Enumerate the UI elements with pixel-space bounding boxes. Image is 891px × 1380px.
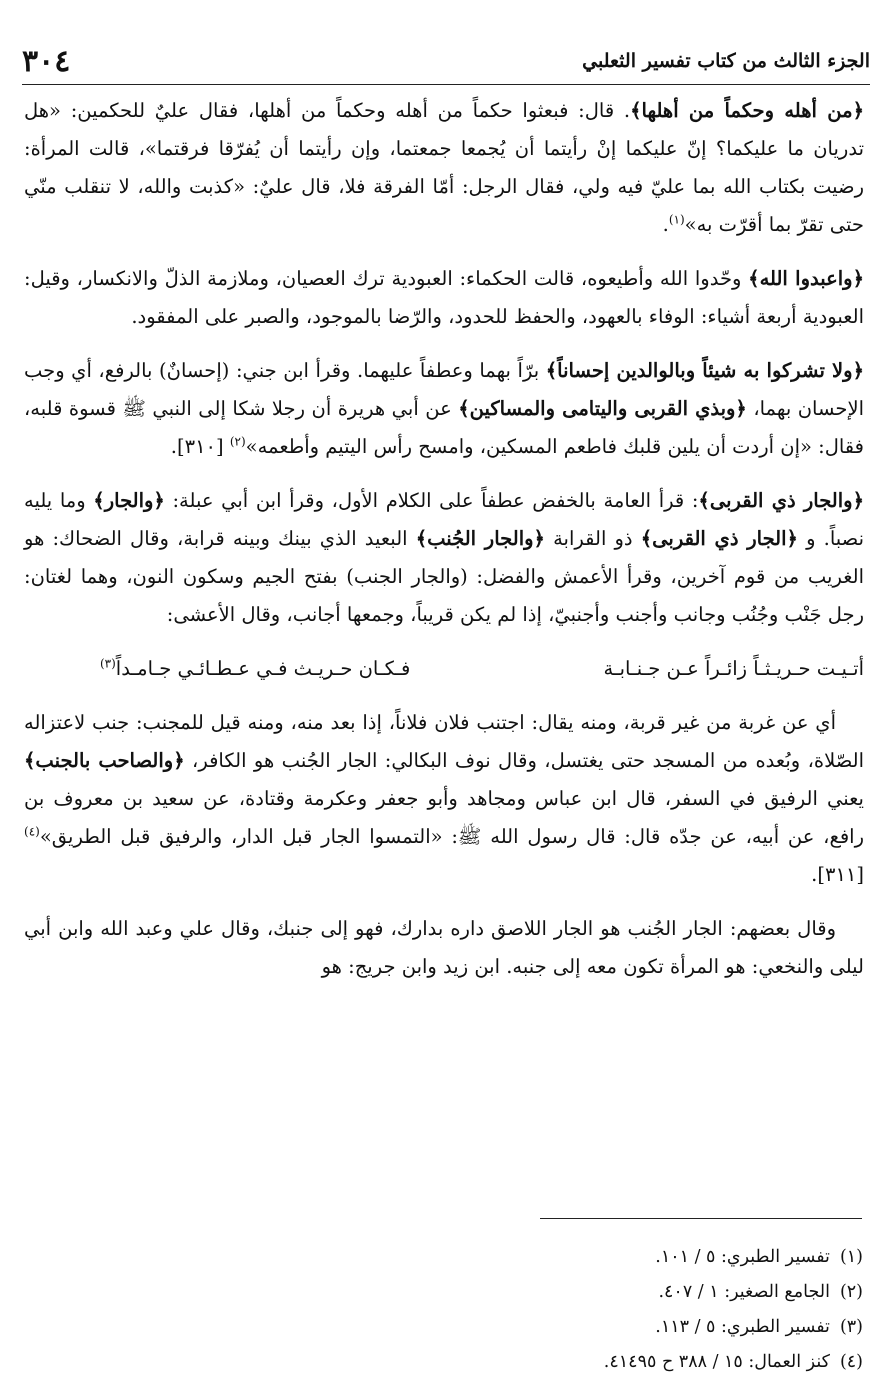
footnote-item — [363, 1310, 863, 1345]
footnote-ref: (١) — [668, 212, 685, 227]
footnote-number: (١) — [839, 1247, 863, 1267]
paragraph-text: : قرأ العامة بالخفض عطفاً على الكلام الأول، وقرأ ابن أبي عبلة: — [164, 489, 699, 512]
footnote-ref: (٤) — [24, 824, 40, 839]
paragraph-text: . — [662, 213, 669, 236]
quran-quote: ﴿وبذي القربى واليتامى والمساكين﴾ — [458, 397, 747, 420]
paragraph-text: [٣١٠]. — [170, 435, 230, 458]
footnote-item — [363, 1345, 863, 1380]
page-header — [22, 38, 870, 84]
verse-first-hemistich: أتـيـت حـريـثـاً زائـراً عـن جـنـابـة — [603, 657, 864, 680]
paragraph — [24, 704, 864, 894]
paragraph-text: البعيد الذي بينك وبينه قرابة، وقال الضحاك: هو الغريب من قوم آخرين، وقرأ الأعمش والفضل: (والجار الجنب) بفتح الجيم وسكون النون، وهما لغتان: رجل جَنْب وجُنُب وجانب وأجنب وأجنبيّ، إذا لم يكن قريباً، وجمعها أجانب، وقال الأعشى: — [24, 527, 864, 626]
footnotes — [363, 1240, 863, 1380]
footnote-text: كنز العمال: ١٥ / ٣٨٨ ح ٤١٤٩٥. — [603, 1352, 830, 1372]
verse-second-hemistich — [24, 650, 410, 688]
paragraph — [24, 910, 864, 986]
footnote-item — [363, 1240, 863, 1275]
paragraph-text: ذو القرابة — [544, 527, 641, 550]
running-title: الجزء الثالث من كتاب تفسير الثعلبي — [582, 50, 870, 72]
footnote-divider — [540, 1218, 862, 1219]
paragraph — [24, 352, 864, 466]
footnote-text: تفسير الطبري: ٥ / ١٠١. — [655, 1247, 830, 1267]
paragraph-text: وقال بعضهم: الجار الجُنب هو الجار اللاصق داره بدارك، فهو إلى جنبك، وقال علي وعبد الله وابن أبي ليلى والنخعي: هو المرأة تكون معه إلى جنبه. ابن زيد وابن جريج: هو — [24, 917, 864, 978]
header-divider — [22, 84, 870, 85]
footnote-text: تفسير الطبري: ٥ / ١١٣. — [655, 1317, 830, 1337]
paragraph-text: عن أبي هريرة أن رجلا شكا إلى النبي ﷺ قسوة قلبه، فقال: «إن أردت أن يلين قلبك فاطعم المسكين، وامسح رأس اليتيم وأطعمه» — [24, 397, 864, 458]
quran-quote: ﴿واعبدوا الله﴾ — [748, 267, 864, 290]
paragraph-text: [٣١١]. — [811, 863, 864, 886]
page-number: ٣٠٤ — [22, 43, 71, 79]
quran-quote: ﴿ولا تشركوا به شيئاً وبالوالدين إحساناً﴾ — [545, 359, 864, 382]
paragraph — [24, 260, 864, 336]
paragraph-group-lower — [24, 704, 864, 986]
quran-quote: ﴿والجار ذي القربى﴾ — [698, 489, 864, 512]
paragraph-text: يعني الرفيق في السفر، قال ابن عباس ومجاهد وأبو جعفر وعكرمة وقتادة، عن سعيد بن معروف بن رافع، عن أبيه، عن جدّه قال: قال رسول الله ﷺ: «التمسوا الجار قبل الدار، والرفيق قبل الطريق» — [24, 787, 864, 848]
page-body — [24, 92, 864, 1002]
verse-second-text: فـكـان حـريـث فـي عـطـائـي جـامـداً — [115, 657, 411, 680]
footnote-number: (٢) — [839, 1282, 863, 1302]
paragraph-group-upper — [24, 92, 864, 634]
footnote-number: (٤) — [839, 1352, 863, 1372]
paragraph-text: أي عن غربة من غير قربة، ومنه يقال: اجتنب فلان فلاناً، إذا بعد منه، ومنه قيل للمجنب: جنب لاعتزاله الصّلاة، وبُعده من المسجد حتى يغتسل، وقال نوف البكالي: الجار الجُنب هو الكافر، — [24, 711, 864, 772]
paragraph — [24, 482, 864, 634]
quran-quote: ﴿الجار ذي القربى﴾ — [640, 527, 798, 550]
paragraph — [24, 92, 864, 244]
quran-quote: ﴿والجار الجُنب﴾ — [415, 527, 545, 550]
paragraph-text: وحّدوا الله وأطيعوه، قالت الحكماء: العبودية ترك العصيان، وملازمة الذلّ والانكسار، وقيل: العبودية أربعة أشياء: الوفاء بالعهود، والحفظ للحدود، والرّضا بالموجود، والصبر على المفقود. — [24, 267, 864, 328]
footnote-ref: (٢) — [229, 434, 246, 449]
footnote-item — [363, 1275, 863, 1310]
quran-quote: ﴿والجار﴾ — [93, 489, 165, 512]
footnote-number: (٣) — [839, 1317, 863, 1337]
footnote-ref: (٣) — [99, 656, 116, 671]
quran-quote: ﴿والصاحب بالجنب﴾ — [24, 749, 185, 772]
paragraph-text: وما يليه نصباً. و — [24, 489, 865, 550]
footnote-text: الجامع الصغير: ١ / ٤٠٧. — [658, 1282, 830, 1302]
poetry-verse — [24, 650, 864, 688]
paragraph-text: برّاً بهما وعطفاً عليهما. وقرأ ابن جني: (إحسانٌ) بالرفع، أي وجب الإحسان بهما، — [24, 359, 864, 420]
quran-quote: ﴿من أهله وحكماً من أهلها﴾ — [630, 99, 864, 122]
paragraph-text: . قال: فبعثوا حكماً من أهله وحكماً من أهلها، فقال عليٌ للحكمين: «هل تدريان ما عليكما؟ إنّ عليكما إنْ رأيتما أن يُجمعا جمعتما، وإن رأيتما أن يُفرّقا فرقتما»، قالت المرأة: رضيت بكتاب الله بما عليّ فيه ولي، فقال الرجل: أمّا الفرقة فلا، قال عليٌ: «كذبت والله، لا تنقلب منّي حتى تقرّ بما أقرّت به» — [24, 99, 864, 236]
